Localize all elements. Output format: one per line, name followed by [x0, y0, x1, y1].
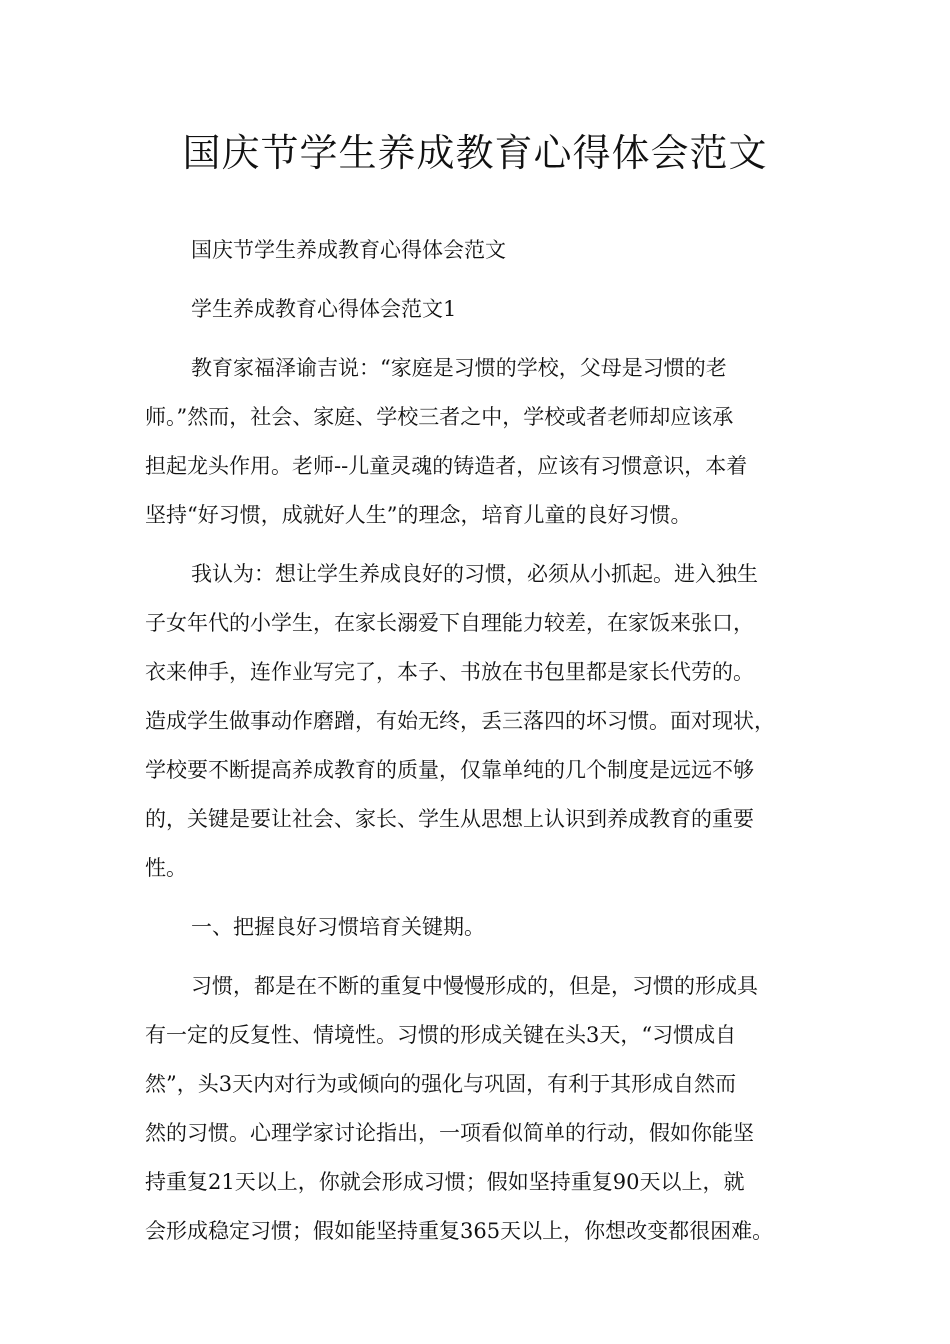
paragraph-line: 学校要不断提高养成教育的质量，仅靠单纯的几个制度是远远不够	[145, 758, 754, 782]
section-heading: 一、把握良好习惯培育关键期。	[191, 915, 485, 939]
paragraph-line: 衣来伸手，连作业写完了，本子、书放在书包里都是家长代劳的。	[145, 660, 754, 684]
paragraph-gap	[145, 952, 825, 962]
subtitle-line: 国庆节学生养成教育心得体会范文	[191, 238, 506, 262]
document-title: 国庆节学生养成教育心得体会范文	[182, 131, 768, 175]
paragraph-line: 坚持“好习惯，成就好人生”的理念，培育儿童的良好习惯。	[145, 503, 692, 527]
paragraph	[145, 962, 825, 1256]
paragraph-line: 我认为：想让学生养成良好的习惯，必须从小抓起。进入独生	[191, 562, 758, 586]
paragraph-line: 然的习惯。心理学家讨论指出，一项看似简单的行动，假如你能坚	[145, 1121, 754, 1145]
paragraph-line: 会形成稳定习惯；假如能坚持重复365天以上，你想改变都很困难。	[145, 1219, 774, 1243]
paragraph-line: 持重复21天以上，你就会形成习惯；假如坚持重复90天以上，就	[145, 1170, 745, 1194]
paragraph-gap	[145, 275, 825, 285]
paragraph-line: 然”，头3天内对行为或倾向的强化与巩固，有利于其形成自然而	[145, 1072, 737, 1096]
paragraph-line: 造成学生做事动作磨蹭，有始无终，丢三落四的坏习惯。面对现状，	[145, 709, 775, 733]
paragraph-gap	[145, 540, 825, 550]
section-heading: 学生养成教育心得体会范文1	[191, 297, 457, 321]
paragraph-line: 习惯，都是在不断的重复中慢慢形成的，但是，习惯的形成具	[191, 974, 758, 998]
paragraph-line: 担起龙头作用。老师--儿童灵魂的铸造者，应该有习惯意识，本着	[145, 454, 748, 478]
paragraph-line: 性。	[145, 856, 187, 880]
paragraph-gap	[145, 893, 825, 903]
paragraph-line: 子女年代的小学生，在家长溺爱下自理能力较差，在家饭来张口，	[145, 611, 754, 635]
paragraph	[145, 344, 825, 540]
document-body	[145, 226, 825, 1256]
paragraph-line: 教育家福泽谕吉说：“家庭是习惯的学校，父母是习惯的老	[191, 356, 727, 380]
paragraph-line: 师。”然而，社会、家庭、学校三者之中，学校或者老师却应该承	[145, 405, 734, 429]
paragraph-line: 的，关键是要让社会、家长、学生从思想上认识到养成教育的重要	[145, 807, 754, 831]
paragraph-gap	[145, 334, 825, 344]
paragraph	[145, 550, 825, 893]
paragraph-line: 有一定的反复性、情境性。习惯的形成关键在头3天，“习惯成自	[145, 1023, 737, 1047]
